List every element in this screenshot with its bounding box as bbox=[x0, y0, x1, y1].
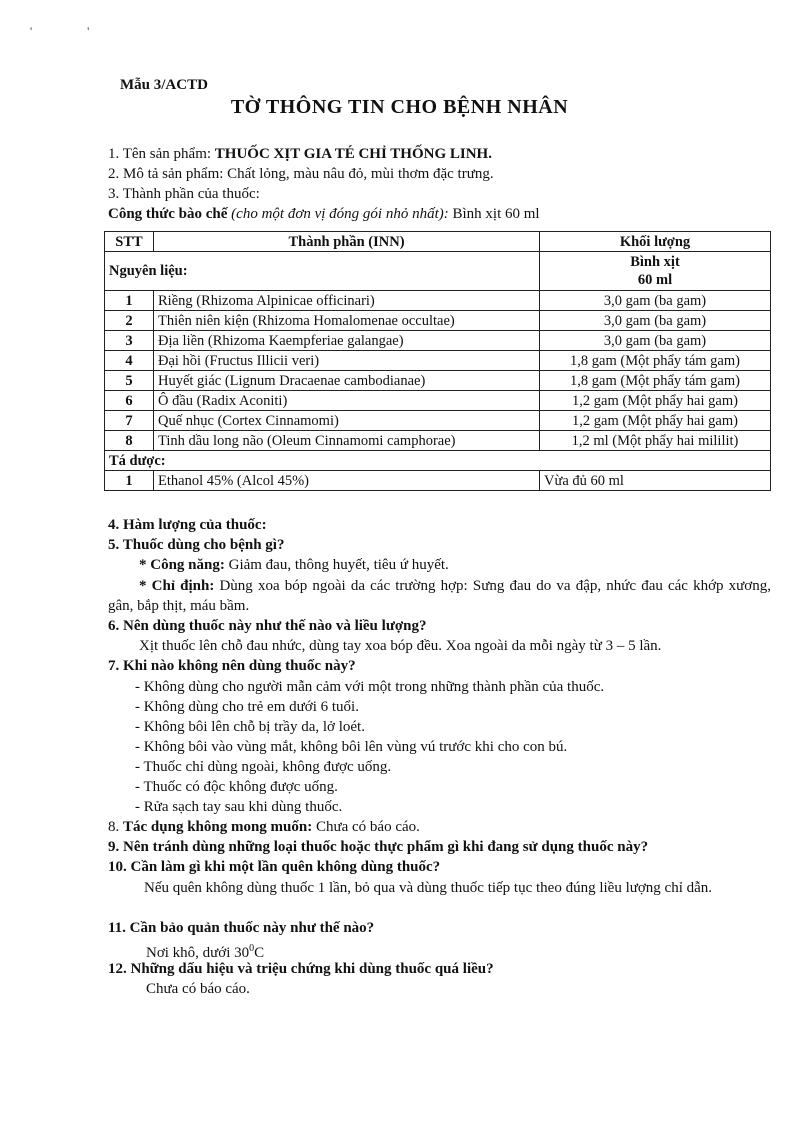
section-4-title: 4. Hàm lượng của thuốc: bbox=[108, 517, 267, 533]
ingredient-rows bbox=[105, 291, 771, 451]
section-8: 8. Tác dụng không mong muốn: Chưa có báo cáo. bbox=[108, 819, 420, 835]
row-stt: 7 bbox=[105, 411, 154, 431]
section-7-list bbox=[135, 677, 604, 817]
table-row bbox=[105, 331, 771, 351]
row-ingredient: Ô đầu (Radix Aconiti) bbox=[154, 391, 540, 411]
section-11-title: 11. Cần bảo quản thuốc này như thế nào? bbox=[108, 920, 375, 936]
row-stt: 4 bbox=[105, 351, 154, 371]
formula-line: Công thức bào chế (cho một đơn vị đóng gói nhỏ nhất): Bình xịt 60 ml bbox=[108, 206, 540, 222]
group-row-excipient bbox=[105, 451, 771, 471]
excipient-rows bbox=[105, 471, 771, 491]
row-mass: 1,8 gam (Một phẩy tám gam) bbox=[540, 351, 771, 371]
ingredients-table bbox=[104, 231, 771, 491]
header-stt: STT bbox=[105, 232, 154, 252]
list-item: - Không bôi lên chỗ bị trầy da, lở loét. bbox=[135, 719, 365, 735]
section-6-text: Xịt thuốc lên chỗ đau nhức, dùng tay xoa bóp đều. Xoa ngoài da mỗi ngày từ 3 – 5 lần. bbox=[139, 638, 662, 654]
page-title: TỜ THÔNG TIN CHO BỆNH NHÂN bbox=[230, 96, 569, 118]
list-item: - Rửa sạch tay sau khi dùng thuốc. bbox=[135, 799, 343, 815]
list-item: - Thuốc có độc không được uống. bbox=[135, 779, 338, 795]
row-mass: Vừa đủ 60 ml bbox=[540, 471, 771, 491]
row-ingredient: Thiên niên kiện (Rhizoma Homalomenae occultae) bbox=[154, 311, 540, 331]
row-stt: 1 bbox=[105, 471, 154, 491]
form-code: Mẫu 3/ACTD bbox=[120, 77, 208, 93]
section-9-title: 9. Nên tránh dùng những loại thuốc hoặc thực phẩm gì khi đang sử dụng thuốc này? bbox=[108, 839, 649, 855]
section-12-title: 12. Những dấu hiệu và triệu chứng khi dùng thuốc quá liều? bbox=[108, 961, 494, 977]
section-5-chi-dinh: * Chỉ định: Dùng xoa bóp ngoài da các trường hợp: Sưng đau do va đập, nhức đau các khớp xương, gân, bắp thịt, máu bầm. bbox=[108, 578, 771, 614]
group-excipient-label: Tá dược: bbox=[105, 451, 771, 471]
table-row bbox=[105, 431, 771, 451]
list-item: - Không dùng cho người mẫn cảm với một trong những thành phần của thuốc. bbox=[135, 679, 605, 695]
section-5-cong-nang: * Công năng: Giảm đau, thông huyết, tiêu ứ huyết. bbox=[139, 557, 449, 573]
row-mass: 1,2 gam (Một phẩy hai gam) bbox=[540, 391, 771, 411]
section-10-text: Nếu quên không dùng thuốc 1 lần, bỏ qua và dùng thuốc tiếp tục theo đúng liều lượng chỉ dẫn. bbox=[144, 880, 713, 896]
section-5-title: 5. Thuốc dùng cho bệnh gì? bbox=[108, 537, 285, 553]
section-12-text: Chưa có báo cáo. bbox=[146, 981, 250, 997]
composition-label: 3. Thành phần của thuốc: bbox=[108, 186, 260, 202]
section-11-text: Nơi khô, dưới $30^0C$ bbox=[146, 943, 265, 961]
group-main-label: Nguyên liệu: bbox=[105, 252, 540, 291]
row-mass: 1,8 gam (Một phẩy tám gam) bbox=[540, 371, 771, 391]
group-row-main bbox=[105, 252, 771, 291]
table-row bbox=[105, 351, 771, 371]
table-row bbox=[105, 391, 771, 411]
list-item: - Không dùng cho trẻ em dưới 6 tuổi. bbox=[135, 699, 359, 715]
list-item: - Thuốc chỉ dùng ngoài, không được uống. bbox=[135, 759, 392, 775]
table-row bbox=[105, 471, 771, 491]
container-cell: Bình xịt 60 ml bbox=[540, 252, 771, 291]
row-ingredient: Quế nhục (Cortex Cinnamomi) bbox=[154, 411, 540, 431]
table-row bbox=[105, 411, 771, 431]
row-stt: 5 bbox=[105, 371, 154, 391]
row-ingredient: Đại hồi (Fructus Illicii veri) bbox=[154, 351, 540, 371]
row-ingredient: Tinh dầu long não (Oleum Cinnamomi camphorae) bbox=[154, 431, 540, 451]
row-mass: 3,0 gam (ba gam) bbox=[540, 311, 771, 331]
row-ingredient: Ethanol 45% (Alcol 45%) bbox=[154, 471, 540, 491]
product-name: 1. Tên sản phẩm: THUỐC XỊT GIA TÉ CHỈ THỐNG LINH. bbox=[108, 146, 492, 162]
scan-marks: ' ' bbox=[30, 24, 116, 38]
row-mass: 3,0 gam (ba gam) bbox=[540, 331, 771, 351]
row-ingredient: Địa liền (Rhizoma Kaempferiae galangae) bbox=[154, 331, 540, 351]
header-ingredient: Thành phần (INN) bbox=[154, 232, 540, 252]
row-stt: 1 bbox=[105, 291, 154, 311]
list-item: - Không bôi vào vùng mắt, không bôi lên vùng vú trước khi cho con bú. bbox=[135, 739, 568, 755]
row-mass: 3,0 gam (ba gam) bbox=[540, 291, 771, 311]
table-row bbox=[105, 291, 771, 311]
section-7-title: 7. Khi nào không nên dùng thuốc này? bbox=[108, 658, 356, 674]
table-row bbox=[105, 311, 771, 331]
row-ingredient: Riềng (Rhizoma Alpinicae officinari) bbox=[154, 291, 540, 311]
row-mass: 1,2 gam (Một phẩy hai gam) bbox=[540, 411, 771, 431]
row-stt: 2 bbox=[105, 311, 154, 331]
row-ingredient: Huyết giác (Lignum Dracaenae cambodianae) bbox=[154, 371, 540, 391]
row-stt: 3 bbox=[105, 331, 154, 351]
table-row bbox=[105, 371, 771, 391]
row-mass: 1,2 ml (Một phẩy hai mililit) bbox=[540, 431, 771, 451]
section-6-title: 6. Nên dùng thuốc này như thế nào và liều lượng? bbox=[108, 618, 427, 634]
table-header-row bbox=[105, 232, 771, 252]
header-mass: Khối lượng bbox=[540, 232, 771, 252]
section-10-title: 10. Cần làm gì khi một lần quên không dùng thuốc? bbox=[108, 859, 441, 875]
row-stt: 8 bbox=[105, 431, 154, 451]
product-description: 2. Mô tả sản phẩm: Chất lỏng, màu nâu đỏ, mùi thơm đặc trưng. bbox=[108, 166, 494, 182]
row-stt: 6 bbox=[105, 391, 154, 411]
